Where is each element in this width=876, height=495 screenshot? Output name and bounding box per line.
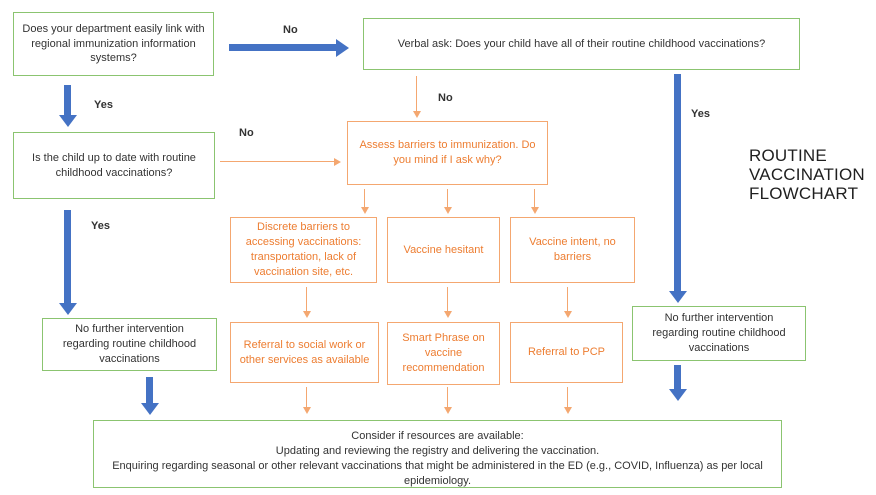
arrow-shaft xyxy=(229,44,336,51)
arrow-hesitant-to-smart-phrase xyxy=(443,287,452,318)
arrow-head-icon xyxy=(361,207,369,214)
node-consider-resources-line3: Enquiring regarding seasonal or other relevant vaccinations that might be administered in the ED (e.g., COVID, Influenza) as per local epidemiology. xyxy=(112,459,763,487)
node-consider-resources-line1: Consider if resources are available: xyxy=(351,430,524,442)
arrow-shaft xyxy=(416,76,418,111)
arrow-shaft xyxy=(674,74,681,291)
label-no-middle: No xyxy=(438,92,453,104)
arrow-head-icon xyxy=(444,407,452,414)
node-verbal-ask-text: Verbal ask: Does your child have all of their routine childhood vaccinations? xyxy=(397,37,766,50)
flowchart-title-line2: VACCINATION xyxy=(749,165,865,184)
arrow-verbal-to-assess xyxy=(412,76,421,118)
node-smart-phrase xyxy=(387,322,500,385)
node-discrete-barriers-text: Discrete barriers to accessing vaccinations: transportation, lack of vaccination site, etc. xyxy=(245,221,362,278)
arrow-shaft xyxy=(674,365,681,389)
arrow-social-to-consider xyxy=(302,387,311,414)
label-yes-right: Yes xyxy=(691,108,710,120)
arrow-dept-to-verbal xyxy=(229,38,349,57)
arrow-no-intervention-left-to-consider xyxy=(140,377,159,415)
node-vaccine-hesitant-text: Vaccine hesitant xyxy=(403,243,484,256)
arrow-no-intervention-right-to-consider xyxy=(668,365,687,401)
flowchart-title-line3: FLOWCHART xyxy=(749,184,859,203)
arrow-shaft xyxy=(567,287,569,311)
arrow-shaft xyxy=(534,189,536,207)
arrow-pcp-to-consider xyxy=(563,387,572,414)
node-verbal-ask xyxy=(363,18,800,70)
flowchart-title xyxy=(749,146,865,203)
arrow-head-icon xyxy=(413,111,421,118)
node-vaccine-intent xyxy=(510,217,635,283)
arrow-head-icon xyxy=(303,407,311,414)
node-no-intervention-right-text: No further intervention regarding routine childhood vaccinations xyxy=(652,312,786,354)
arrow-assess-to-intent xyxy=(530,189,539,214)
arrow-shaft xyxy=(447,387,449,407)
arrow-shaft xyxy=(306,287,308,311)
arrow-head-icon xyxy=(59,303,77,315)
node-vaccine-intent-text: Vaccine intent, no barriers xyxy=(529,236,616,263)
arrow-head-icon xyxy=(564,407,572,414)
arrow-head-icon xyxy=(669,389,687,401)
node-no-intervention-left xyxy=(42,318,217,371)
node-consider-resources xyxy=(93,420,782,488)
node-assess-barriers xyxy=(347,121,548,185)
arrow-head-icon xyxy=(669,291,687,303)
arrow-shaft xyxy=(64,210,71,303)
arrow-dept-to-child xyxy=(58,85,77,127)
label-yes-left-lower: Yes xyxy=(91,220,110,232)
arrow-verbal-to-no-intervention xyxy=(668,74,687,303)
arrow-head-icon xyxy=(531,207,539,214)
node-referral-pcp xyxy=(510,322,623,383)
arrow-head-icon xyxy=(141,403,159,415)
node-referral-pcp-text: Referral to PCP xyxy=(527,346,606,359)
arrow-head-icon xyxy=(336,39,349,57)
arrow-shaft xyxy=(146,377,153,403)
arrow-head-icon xyxy=(564,311,572,318)
label-yes-left-upper: Yes xyxy=(94,99,113,111)
arrow-shaft xyxy=(306,387,308,407)
node-child-up-to-date-text: Is the child up to date with routine childhood vaccinations? xyxy=(32,151,196,179)
arrow-assess-to-hesitant xyxy=(443,189,452,214)
node-dept-link-text: Does your department easily link with regional immunization information systems? xyxy=(22,22,205,65)
arrow-shaft xyxy=(567,387,569,407)
label-no-top: No xyxy=(283,24,298,36)
arrow-child-to-no-intervention xyxy=(58,210,77,315)
arrow-shaft xyxy=(447,287,449,311)
arrow-shaft xyxy=(64,85,71,115)
node-no-intervention-left-text: No further intervention regarding routine childhood vaccinations xyxy=(62,323,197,365)
arrow-shaft xyxy=(220,161,334,163)
arrow-smart-phrase-to-consider xyxy=(443,387,452,414)
arrow-head-icon xyxy=(334,158,341,166)
arrow-assess-to-discrete xyxy=(360,189,369,214)
arrow-head-icon xyxy=(59,115,77,127)
flowchart-title-line1: ROUTINE xyxy=(749,146,827,165)
node-discrete-barriers xyxy=(230,217,377,283)
node-consider-resources-line2: Updating and reviewing the registry and delivering the vaccination. xyxy=(275,444,600,457)
node-no-intervention-right xyxy=(632,306,806,361)
arrow-discrete-to-social xyxy=(302,287,311,318)
label-no-mid-left: No xyxy=(239,127,254,139)
node-vaccine-hesitant xyxy=(387,217,500,283)
node-child-up-to-date xyxy=(13,132,215,199)
arrow-shaft xyxy=(447,189,449,207)
arrow-shaft xyxy=(364,189,366,207)
arrow-head-icon xyxy=(444,207,452,214)
node-smart-phrase-text: Smart Phrase on vaccine recommendation xyxy=(402,332,485,374)
node-referral-social-work xyxy=(230,322,379,383)
arrow-intent-to-pcp xyxy=(563,287,572,318)
node-dept-link xyxy=(13,12,214,76)
arrow-head-icon xyxy=(303,311,311,318)
node-assess-barriers-text: Assess barriers to immunization. Do you mind if I ask why? xyxy=(359,139,536,166)
arrow-child-to-assess xyxy=(220,157,341,166)
arrow-head-icon xyxy=(444,311,452,318)
node-referral-social-work-text: Referral to social work or other services as available xyxy=(239,338,370,366)
